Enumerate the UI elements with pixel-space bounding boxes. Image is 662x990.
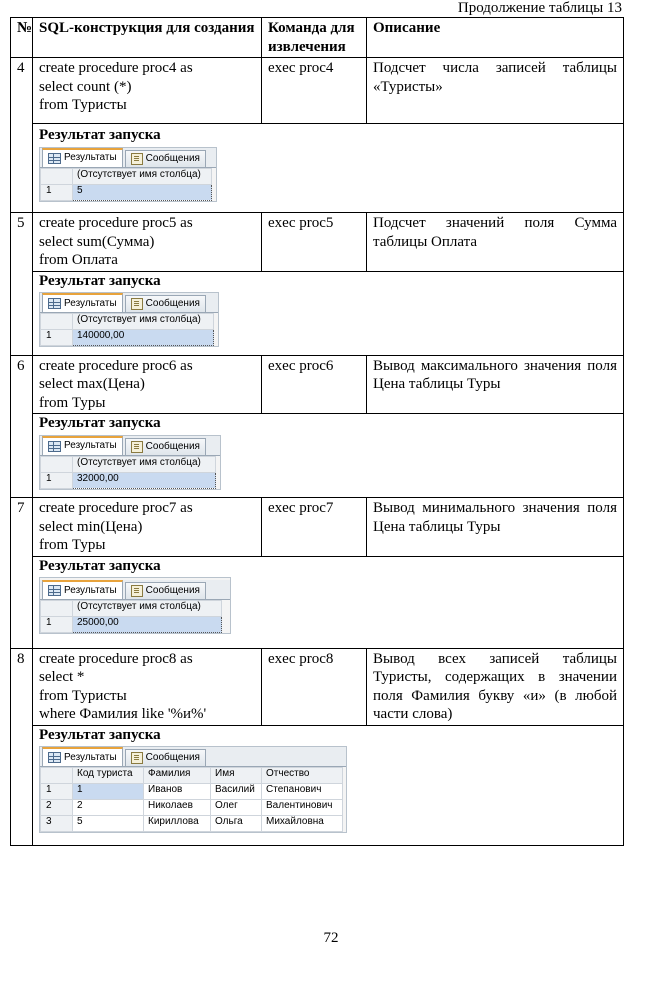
- exec-command: exec proc4: [262, 58, 367, 124]
- grid-cell[interactable]: 1: [73, 784, 144, 800]
- result-tabs: [40, 747, 346, 767]
- row-num: 4: [11, 58, 33, 213]
- column-header[interactable]: Отчество: [262, 768, 343, 784]
- sql-code: create procedure proc8 as select * from Туристы where Фамилия like '%и%': [33, 648, 262, 725]
- grid-cell[interactable]: 5: [73, 816, 144, 832]
- message-icon: [131, 441, 143, 453]
- tab-messages[interactable]: Сообщения: [125, 295, 206, 312]
- results-window: [39, 435, 221, 490]
- row-num: 5: [11, 213, 33, 356]
- header-cmd: Команда для извлечения: [262, 18, 367, 58]
- header-desc: Описание: [367, 18, 624, 58]
- row-number: 3: [41, 816, 73, 832]
- column-header[interactable]: Имя: [211, 768, 262, 784]
- row-number: 1: [41, 184, 73, 200]
- exec-command: exec proc7: [262, 498, 367, 557]
- tab-results[interactable]: Результаты: [42, 148, 123, 167]
- grid-icon: [48, 153, 61, 164]
- grid-icon: [48, 585, 61, 596]
- result-tabs: [40, 580, 230, 600]
- result-title: Результат запуска: [39, 272, 161, 289]
- message-icon: [131, 752, 143, 764]
- description: Подсчет числа записей таблицы «Туристы»: [367, 58, 624, 124]
- result-cell[interactable]: 32000,00: [73, 472, 216, 488]
- grid-cell[interactable]: Кириллова: [144, 816, 211, 832]
- sql-code: create procedure proc6 as select max(Цена) from Туры: [33, 355, 262, 414]
- results-grid: [40, 168, 212, 201]
- grid-header-row: [41, 768, 343, 784]
- tab-messages[interactable]: Сообщения: [125, 749, 206, 766]
- tab-results[interactable]: Результаты: [42, 293, 123, 312]
- table-row: [11, 213, 624, 272]
- grid-cell[interactable]: Олег: [211, 800, 262, 816]
- column-header[interactable]: Код туриста: [73, 768, 144, 784]
- tab-messages[interactable]: Сообщения: [125, 150, 206, 167]
- column-header[interactable]: (Отсутствует имя столбца): [73, 314, 214, 330]
- results-grid: [40, 767, 343, 832]
- grid-row: [41, 816, 343, 832]
- column-header[interactable]: Фамилия: [144, 768, 211, 784]
- result-row: [11, 271, 624, 355]
- tab-results[interactable]: Результаты: [42, 580, 123, 599]
- column-header[interactable]: (Отсутствует имя столбца): [73, 601, 222, 617]
- row-num: 6: [11, 355, 33, 498]
- message-icon: [131, 153, 143, 165]
- description: Вывод максимального значения поля Цена таблицы Туры: [367, 355, 624, 414]
- grid-icon: [48, 298, 61, 309]
- exec-command: exec proc6: [262, 355, 367, 414]
- row-number: 1: [41, 784, 73, 800]
- tab-messages[interactable]: Сообщения: [125, 438, 206, 455]
- results-grid: [40, 313, 214, 346]
- row-number: 2: [41, 800, 73, 816]
- procedures-table: [10, 17, 624, 846]
- row-number: 1: [41, 617, 73, 633]
- exec-command: exec proc8: [262, 648, 367, 725]
- table-row: [11, 355, 624, 414]
- table-row: [11, 648, 624, 725]
- description: Вывод минимального значения поля Цена таблицы Туры: [367, 498, 624, 557]
- result-row: [11, 414, 624, 498]
- results-window: [39, 577, 231, 634]
- grid-cell[interactable]: Ольга: [211, 816, 262, 832]
- tab-messages[interactable]: Сообщения: [125, 582, 206, 599]
- grid-cell[interactable]: Иванов: [144, 784, 211, 800]
- result-row: [11, 124, 624, 213]
- table-row: [11, 58, 624, 124]
- description: Вывод всех записей таблицы Туристы, содержащих в значении поля Фамилия букву «и» (в любой части слова): [367, 648, 624, 725]
- grid-cell[interactable]: 2: [73, 800, 144, 816]
- result-tabs: [40, 436, 220, 456]
- column-header[interactable]: (Отсутствует имя столбца): [73, 168, 212, 184]
- result-cell[interactable]: 5: [73, 184, 212, 200]
- result-cell[interactable]: 140000,00: [73, 330, 214, 346]
- message-icon: [131, 298, 143, 310]
- sql-code: create procedure proc5 as select sum(Сумма) from Оплата: [33, 213, 262, 272]
- grid-cell[interactable]: Степанович: [262, 784, 343, 800]
- grid-cell[interactable]: Валентинович: [262, 800, 343, 816]
- row-number: 1: [41, 330, 73, 346]
- results-window: [39, 292, 219, 347]
- sql-code: create procedure proc4 as select count (*) from Туристы: [33, 58, 262, 124]
- sql-code: create procedure proc7 as select min(Цена) from Туры: [33, 498, 262, 557]
- table-header-row: [11, 18, 624, 58]
- result-row: [11, 556, 624, 648]
- message-icon: [131, 585, 143, 597]
- description: Подсчет значений поля Сумма таблицы Оплата: [367, 213, 624, 272]
- result-tabs: [40, 293, 218, 313]
- result-title: Результат запуска: [39, 415, 161, 431]
- row-number: 1: [41, 472, 73, 488]
- page-number: 72: [323, 930, 339, 946]
- table-row: [11, 498, 624, 557]
- header-sql: SQL-конструкция для создания: [33, 18, 262, 58]
- tab-results[interactable]: Результаты: [42, 436, 123, 455]
- exec-command: exec proc5: [262, 213, 367, 272]
- continuation-label: Продолжение таблицы 13: [457, 0, 622, 16]
- row-num: 8: [11, 648, 33, 845]
- results-grid: [40, 456, 216, 489]
- results-grid: [40, 600, 222, 633]
- result-title: Результат запуска: [39, 127, 161, 143]
- result-title: Результат запуска: [39, 557, 161, 574]
- grid-icon: [48, 441, 61, 452]
- result-row: [11, 725, 624, 845]
- grid-row: [41, 800, 343, 816]
- grid-cell[interactable]: Михайловна: [262, 816, 343, 832]
- header-num: №: [11, 18, 33, 58]
- grid-cell[interactable]: Василий: [211, 784, 262, 800]
- row-num: 7: [11, 498, 33, 649]
- grid-icon: [48, 752, 61, 763]
- grid-row: [41, 784, 343, 800]
- grid-cell[interactable]: Николаев: [144, 800, 211, 816]
- column-header[interactable]: (Отсутствует имя столбца): [73, 456, 216, 472]
- result-cell[interactable]: 25000,00: [73, 617, 222, 633]
- tab-results[interactable]: Результаты: [42, 747, 123, 766]
- results-window: [39, 147, 217, 202]
- results-window: [39, 746, 347, 833]
- result-tabs: [40, 148, 216, 168]
- result-title: Результат запуска: [39, 726, 161, 743]
